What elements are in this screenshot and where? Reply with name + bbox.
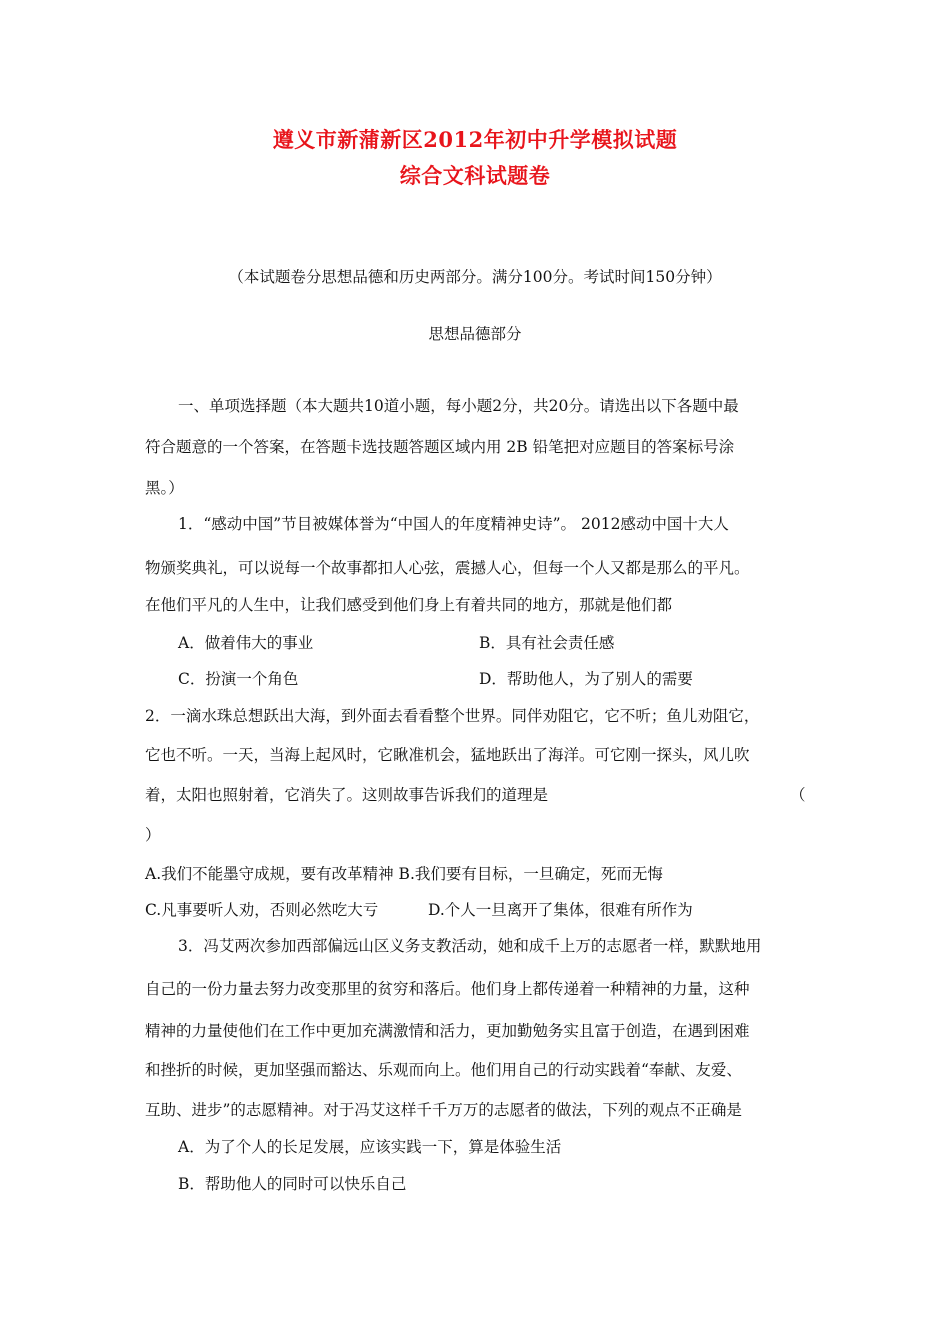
question-2-option-d: D.个人一旦离开了集体，很难有所作为 [428, 901, 693, 919]
question-1-option-a: A．做着伟大的事业 [178, 634, 314, 652]
question-2-line: 它也不听。一天，当海上起风时，它瞅准机会，猛地跃出了海洋。可它刚一探头，风儿吹 [145, 746, 750, 764]
question-1-option-b: B．具有社会责任感 [479, 634, 615, 652]
question-3-option-b: B．帮助他人的同时可以快乐自己 [178, 1175, 407, 1193]
exam-title: 遵义市新蒲新区2012年初中升学模拟试题 [272, 127, 678, 152]
question-2-line: 着，太阳也照射着，它消失了。这则故事告诉我们的道理是 [145, 786, 549, 804]
question-1-line: 在他们平凡的人生中，让我们感受到他们身上有着共同的地方，那就是他们都 [145, 596, 673, 614]
question-3-line: 和挫折的时候，更加坚强而豁达、乐观而向上。他们用自己的行动实践着“奉献、友爱、 [145, 1061, 742, 1079]
instruction-line: 黑。） [145, 479, 184, 497]
question-1-line: 1．“感动中国”节目被媒体誉为“中国人的年度精神史诗”。 2012感动中国十大人 [178, 515, 729, 533]
question-1-option-c: C．扮演一个角色 [178, 670, 299, 688]
question-3-line: 3．冯艾两次参加西部偏远山区义务支教活动，她和成千上万的志愿者一样，默默地用 [178, 937, 762, 955]
answer-paren-close: ） [145, 826, 161, 844]
question-2-option-ab: A.我们不能墨守成规，要有改革精神 B.我们要有目标，一旦确定，死而无悔 [145, 865, 663, 883]
question-1-option-d: D．帮助他人，为了别人的需要 [479, 670, 693, 688]
answer-paren-open: （ [790, 786, 806, 804]
question-3-option-a: A．为了个人的长足发展，应该实践一下，算是体验生活 [178, 1138, 562, 1156]
instruction-line: 一、单项选择题（本大题共10道小题，每小题2分，共20分。请选出以下各题中最 [178, 397, 739, 415]
exam-subtitle: 综合文科试题卷 [399, 163, 551, 188]
question-2-option-c: C.凡事要听人劝，否则必然吃大亏 [145, 901, 379, 919]
section-heading: 思想品德部分 [428, 325, 522, 343]
question-3-line: 自己的一份力量去努力改变那里的贫穷和落后。他们身上都传递着一种精神的力量，这种 [145, 980, 750, 998]
question-1-line: 物颁奖典礼，可以说每一个故事都扣人心弦，震撼人心，但每一个人又都是那么的平凡。 [145, 559, 750, 577]
exam-note: （本试题卷分思想品德和历史两部分。满分100分。考试时间150分钟） [228, 268, 722, 286]
instruction-line: 符合题意的一个答案，在答题卡选技题答题区域内用 2B 铅笔把对应题目的答案标号涂 [145, 438, 735, 456]
question-3-line: 互助、进步”的志愿精神。对于冯艾这样千千万万的志愿者的做法，下列的观点不正确是 [145, 1101, 742, 1119]
question-2-line: 2．一滴水珠总想跃出大海，到外面去看看整个世界。同伴劝阻它，它不听；鱼儿劝阻它， [145, 707, 760, 725]
question-3-line: 精神的力量使他们在工作中更加充满激情和活力，更加勤勉务实且富于创造，在遇到困难 [145, 1022, 750, 1040]
